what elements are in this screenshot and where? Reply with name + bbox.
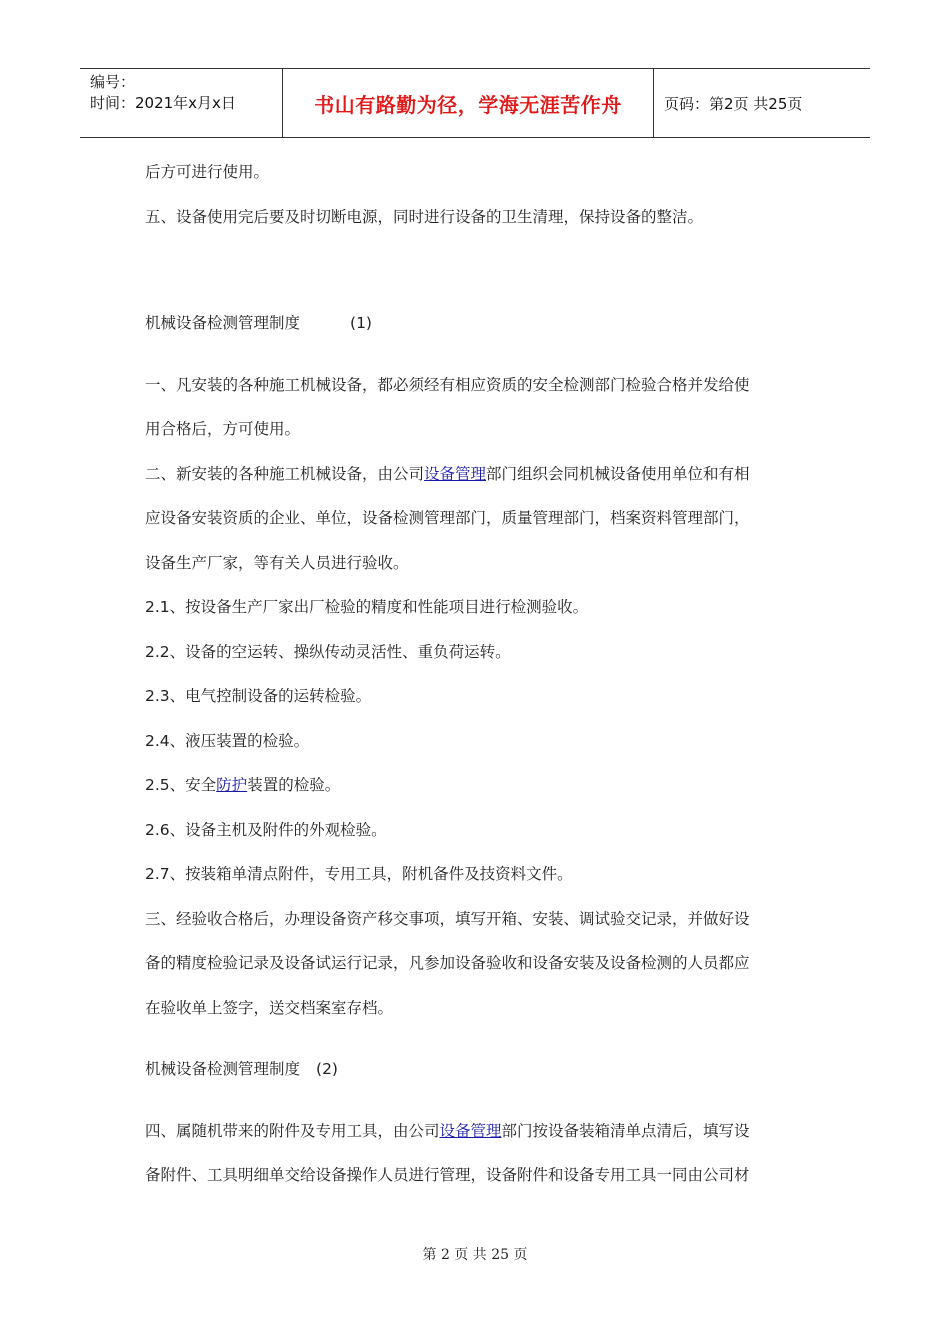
paragraph: 用合格后，方可使用。	[145, 420, 301, 438]
text-run: 二、新安装的各种施工机械设备，由公司	[145, 464, 425, 483]
paragraph	[145, 452, 805, 497]
page-header	[80, 68, 870, 138]
section-title-1	[145, 301, 805, 346]
item-text: 、设备的空运转、操纵传动灵活性、重负荷运转。	[169, 642, 511, 661]
list-item	[145, 674, 805, 719]
equipment-management-link[interactable]: 设备管理	[439, 1121, 502, 1140]
page-footer: 第 2 页 共 25 页	[422, 1247, 528, 1263]
text-run: 部门组织会同机械设备使用单位和有相	[486, 464, 750, 483]
list-item	[145, 808, 805, 853]
paragraph: 五、设备使用完后要及时切断电源，同时进行设备的卫生清理，保持设备的整洁。	[145, 207, 704, 226]
item-number: 2.6	[145, 820, 170, 839]
paragraph: 一、凡安装的各种施工机械设备，都必须经有相应资质的安全检测部门检验合格并发给使	[145, 375, 750, 394]
item-number: 2.7	[145, 865, 170, 883]
item-number: 2.1	[145, 598, 170, 616]
item-number: 2.5	[145, 776, 170, 794]
item-number: 2.4	[145, 731, 170, 750]
item-text: 、安全	[169, 776, 217, 794]
document-body	[145, 150, 805, 1198]
number-label: 编号：	[90, 73, 136, 91]
header-page-info: 页码：第2页 共25页	[664, 94, 803, 113]
paragraph	[145, 1109, 805, 1154]
section-title-text: 机械设备检测管理制度	[145, 314, 301, 332]
list-item	[145, 852, 805, 897]
section-title-number: (2)	[316, 1060, 338, 1078]
section-title-number: (1)	[350, 314, 372, 332]
paragraph: 备附件、工具明细单交给设备操作人员进行管理，设备附件和设备专用工具一同由公司材	[145, 1166, 750, 1184]
item-text: 装置的检验。	[247, 776, 341, 794]
paragraph: 后方可进行使用。	[145, 163, 270, 181]
item-text: 、设备主机及附件的外观检验。	[169, 820, 387, 839]
time-label: 时间：2021年x月x日	[90, 94, 236, 112]
paragraph: 三、经验收合格后，办理设备资产移交事项，填写开箱、安装、调试验交记录，并做好设	[145, 909, 750, 928]
header-meta	[80, 69, 282, 137]
item-text: 、电气控制设备的运转检验。	[169, 687, 372, 705]
paragraph: 设备生产厂家，等有关人员进行验收。	[145, 553, 409, 572]
protection-link[interactable]: 防护	[216, 776, 248, 794]
list-item	[145, 719, 805, 764]
paragraph: 在验收单上签字，送交档案室存档。	[145, 998, 394, 1017]
item-text: 、按装箱单清点附件，专用工具，附机备件及技资料文件。	[169, 865, 573, 883]
text-run: 四、属随机带来的附件及专用工具，由公司	[145, 1121, 440, 1140]
list-item	[145, 763, 805, 808]
header-motto: 书山有路勤为径，学海无涯苦作舟	[282, 69, 654, 137]
item-text: 、液压装置的检验。	[169, 731, 310, 750]
item-number: 2.2	[145, 642, 170, 661]
section-title-2	[145, 1047, 805, 1092]
list-item	[145, 585, 805, 630]
item-text: 、按设备生产厂家出厂检验的精度和性能项目进行检测验收。	[169, 598, 589, 616]
text-run: 部门按设备装箱清单点清后，填写设	[501, 1121, 750, 1140]
list-item	[145, 630, 805, 675]
paragraph: 备的精度检验记录及设备试运行记录，凡参加设备验收和设备安装及设备检测的人员都应	[145, 954, 750, 972]
paragraph: 应设备安装资质的企业、单位，设备检测管理部门，质量管理部门，档案资料管理部门，	[145, 509, 750, 527]
section-title-text: 机械设备检测管理制度	[145, 1060, 301, 1078]
item-number: 2.3	[145, 687, 170, 705]
equipment-management-link[interactable]: 设备管理	[424, 464, 487, 483]
